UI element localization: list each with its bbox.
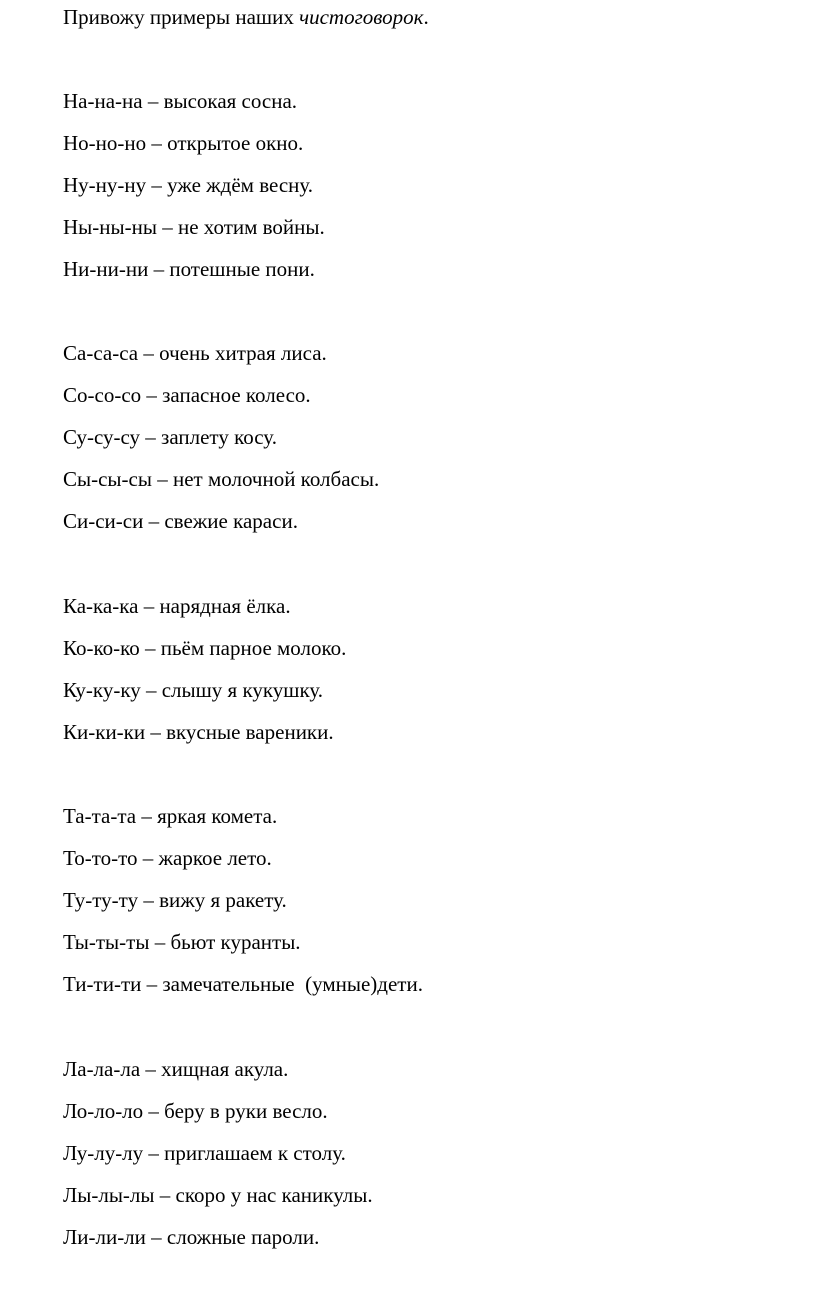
stanza-4-line-5: Ти-ти-ти – замечательные (умные)дети.: [63, 972, 423, 996]
stanza-2-line-4: Сы-сы-сы – нет молочной колбасы.: [63, 467, 380, 491]
stanza-4-line-4: Ты-ты-ты – бьют куранты.: [63, 930, 301, 954]
stanza-2-line-1: Са-са-са – очень хитрая лиса.: [63, 341, 327, 365]
stanza-5-line-4: Лы-лы-лы – скоро у нас каникулы.: [63, 1183, 373, 1207]
stanza-4-line-1: Та-та-та – яркая комета.: [63, 804, 278, 828]
stanza-2-line-5: Си-си-си – свежие караси.: [63, 509, 298, 533]
stanza-5-line-2: Ло-ло-ло – беру в руки весло.: [63, 1099, 328, 1123]
stanza-4-line-3: Ту-ту-ту – вижу я ракету.: [63, 888, 287, 912]
stanza-2-line-2: Со-со-со – запасное колесо.: [63, 383, 311, 407]
intro-end: .: [423, 5, 429, 29]
stanza-1-line-5: Ни-ни-ни – потешные пони.: [63, 257, 315, 281]
stanza-3-line-3: Ку-ку-ку – слышу я кукушку.: [63, 678, 323, 702]
stanza-5-line-1: Ла-ла-ла – хищная акула.: [63, 1057, 289, 1081]
stanza-4-line-2: То-то-то – жаркое лето.: [63, 846, 272, 870]
intro-line: [63, 4, 429, 30]
stanza-3-line-4: Ки-ки-ки – вкусные вареники.: [63, 720, 334, 744]
stanza-1-line-2: Но-но-но – открытое окно.: [63, 131, 304, 155]
stanza-1-line-3: Ну-ну-ну – уже ждём весну.: [63, 173, 314, 197]
stanza-5-line-5: Ли-ли-ли – сложные пароли.: [63, 1225, 320, 1249]
intro-text: Привожу примеры наших: [63, 5, 300, 29]
intro-emphasis: чистоговорок: [299, 5, 424, 29]
stanza-1-line-1: На-на-на – высокая сосна.: [63, 89, 298, 113]
stanza-5-line-3: Лу-лу-лу – приглашаем к столу.: [63, 1141, 346, 1165]
stanza-3-line-2: Ко-ко-ко – пьём парное молоко.: [63, 636, 347, 660]
stanza-1-line-4: Ны-ны-ны – не хотим войны.: [63, 215, 325, 239]
stanza-2-line-3: Су-су-су – заплету косу.: [63, 425, 277, 449]
stanza-3-line-1: Ка-ка-ка – нарядная ёлка.: [63, 594, 291, 618]
